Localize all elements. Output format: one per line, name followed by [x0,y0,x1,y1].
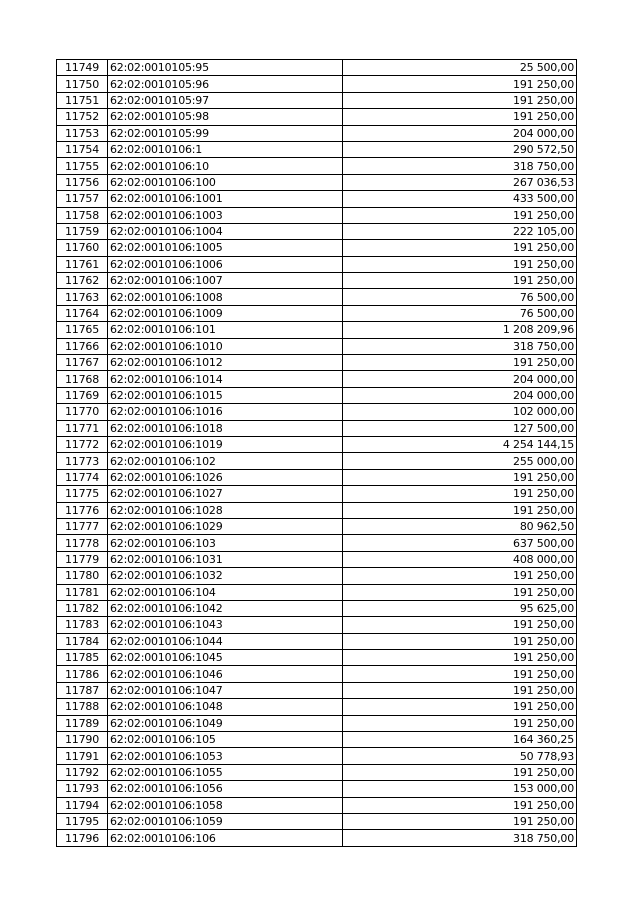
cadastral-number-cell: 62:02:0010106:105 [108,732,343,748]
value-cell: 191 250,00 [343,584,577,600]
value-cell: 25 500,00 [343,60,577,76]
table-row [57,486,577,502]
value-cell: 318 750,00 [343,338,577,354]
cadastral-number-cell: 62:02:0010106:1005 [108,240,343,256]
cadastral-number-cell: 62:02:0010106:1032 [108,568,343,584]
value-cell: 191 250,00 [343,764,577,780]
value-cell: 191 250,00 [343,715,577,731]
value-cell: 191 250,00 [343,502,577,518]
row-number-cell: 11758 [57,207,108,223]
row-number-cell: 11792 [57,764,108,780]
cadastral-number-cell: 62:02:0010106:1058 [108,797,343,813]
table-row [57,453,577,469]
value-cell: 191 250,00 [343,650,577,666]
cadastral-number-cell: 62:02:0010105:95 [108,60,343,76]
table-row [57,469,577,485]
cadastral-number-cell: 62:02:0010106:1008 [108,289,343,305]
value-cell: 433 500,00 [343,191,577,207]
table-row [57,699,577,715]
table-row [57,76,577,92]
row-number-cell: 11763 [57,289,108,305]
cadastral-number-cell: 62:02:0010106:104 [108,584,343,600]
row-number-cell: 11794 [57,797,108,813]
cadastral-number-cell: 62:02:0010106:1001 [108,191,343,207]
row-number-cell: 11791 [57,748,108,764]
row-number-cell: 11772 [57,436,108,452]
value-cell: 191 250,00 [343,76,577,92]
value-cell: 191 250,00 [343,240,577,256]
cadastral-number-cell: 62:02:0010106:1053 [108,748,343,764]
cadastral-number-cell: 62:02:0010106:1019 [108,436,343,452]
row-number-cell: 11757 [57,191,108,207]
cadastral-number-cell: 62:02:0010106:1045 [108,650,343,666]
row-number-cell: 11776 [57,502,108,518]
table-row [57,60,577,76]
cadastral-number-cell: 62:02:0010106:1044 [108,633,343,649]
cadastral-number-cell: 62:02:0010106:1059 [108,813,343,829]
cadastral-number-cell: 62:02:0010105:97 [108,92,343,108]
cadastral-number-cell: 62:02:0010106:1029 [108,518,343,534]
cadastral-number-cell: 62:02:0010106:1028 [108,502,343,518]
row-number-cell: 11751 [57,92,108,108]
cadastral-number-cell: 62:02:0010106:10 [108,158,343,174]
table-row [57,289,577,305]
cadastral-number-cell: 62:02:0010106:1015 [108,387,343,403]
row-number-cell: 11774 [57,469,108,485]
cadastral-number-cell: 62:02:0010106:1049 [108,715,343,731]
cadastral-value-table [56,59,577,847]
table-row [57,617,577,633]
cadastral-number-cell: 62:02:0010106:1026 [108,469,343,485]
cadastral-number-cell: 62:02:0010106:1055 [108,764,343,780]
row-number-cell: 11790 [57,732,108,748]
value-cell: 4 254 144,15 [343,436,577,452]
value-cell: 80 962,50 [343,518,577,534]
cadastral-number-cell: 62:02:0010106:1016 [108,404,343,420]
value-cell: 204 000,00 [343,125,577,141]
cadastral-number-cell: 62:02:0010106:1009 [108,305,343,321]
value-cell: 204 000,00 [343,387,577,403]
table-row [57,125,577,141]
table-row [57,551,577,567]
table-row [57,748,577,764]
table-row [57,568,577,584]
cadastral-number-cell: 62:02:0010106:106 [108,830,343,846]
value-cell: 191 250,00 [343,207,577,223]
cadastral-number-cell: 62:02:0010106:1027 [108,486,343,502]
value-cell: 76 500,00 [343,289,577,305]
table-body [57,60,577,847]
row-number-cell: 11769 [57,387,108,403]
cadastral-number-cell: 62:02:0010106:1004 [108,223,343,239]
row-number-cell: 11781 [57,584,108,600]
table-row [57,322,577,338]
value-cell: 290 572,50 [343,141,577,157]
value-cell: 191 250,00 [343,797,577,813]
table-row [57,338,577,354]
value-cell: 153 000,00 [343,781,577,797]
value-cell: 191 250,00 [343,273,577,289]
value-cell: 318 750,00 [343,158,577,174]
cadastral-number-cell: 62:02:0010105:99 [108,125,343,141]
cadastral-number-cell: 62:02:0010106:1042 [108,600,343,616]
table-row [57,158,577,174]
cadastral-number-cell: 62:02:0010106:1012 [108,355,343,371]
cadastral-number-cell: 62:02:0010106:1043 [108,617,343,633]
row-number-cell: 11795 [57,813,108,829]
table-row [57,273,577,289]
table-row [57,404,577,420]
row-number-cell: 11764 [57,305,108,321]
table-row [57,387,577,403]
table-row [57,797,577,813]
row-number-cell: 11796 [57,830,108,846]
table-row [57,584,577,600]
row-number-cell: 11793 [57,781,108,797]
value-cell: 191 250,00 [343,666,577,682]
row-number-cell: 11783 [57,617,108,633]
table-row [57,600,577,616]
table-row [57,92,577,108]
cadastral-number-cell: 62:02:0010106:1010 [108,338,343,354]
cadastral-number-cell: 62:02:0010106:100 [108,174,343,190]
row-number-cell: 11775 [57,486,108,502]
value-cell: 255 000,00 [343,453,577,469]
table-row [57,371,577,387]
cadastral-number-cell: 62:02:0010106:1014 [108,371,343,387]
row-number-cell: 11749 [57,60,108,76]
row-number-cell: 11784 [57,633,108,649]
row-number-cell: 11767 [57,355,108,371]
cadastral-number-cell: 62:02:0010106:1047 [108,682,343,698]
table-row [57,518,577,534]
value-cell: 191 250,00 [343,469,577,485]
row-number-cell: 11768 [57,371,108,387]
cadastral-number-cell: 62:02:0010106:102 [108,453,343,469]
row-number-cell: 11786 [57,666,108,682]
row-number-cell: 11785 [57,650,108,666]
row-number-cell: 11761 [57,256,108,272]
cadastral-number-cell: 62:02:0010106:1048 [108,699,343,715]
row-number-cell: 11756 [57,174,108,190]
row-number-cell: 11759 [57,223,108,239]
value-cell: 102 000,00 [343,404,577,420]
value-cell: 76 500,00 [343,305,577,321]
cadastral-number-cell: 62:02:0010106:1003 [108,207,343,223]
table-row [57,355,577,371]
row-number-cell: 11780 [57,568,108,584]
row-number-cell: 11755 [57,158,108,174]
cadastral-number-cell: 62:02:0010106:1031 [108,551,343,567]
cadastral-number-cell: 62:02:0010106:103 [108,535,343,551]
row-number-cell: 11789 [57,715,108,731]
row-number-cell: 11779 [57,551,108,567]
row-number-cell: 11770 [57,404,108,420]
table-row [57,240,577,256]
value-cell: 164 360,25 [343,732,577,748]
table-row [57,223,577,239]
row-number-cell: 11771 [57,420,108,436]
value-cell: 191 250,00 [343,633,577,649]
value-cell: 191 250,00 [343,256,577,272]
table-row [57,732,577,748]
cadastral-number-cell: 62:02:0010106:1056 [108,781,343,797]
table-row [57,813,577,829]
table-row [57,682,577,698]
table-row [57,436,577,452]
table-row [57,650,577,666]
table-row [57,109,577,125]
value-cell: 50 778,93 [343,748,577,764]
table-row [57,305,577,321]
value-cell: 191 250,00 [343,682,577,698]
value-cell: 191 250,00 [343,109,577,125]
cadastral-number-cell: 62:02:0010106:101 [108,322,343,338]
row-number-cell: 11782 [57,600,108,616]
row-number-cell: 11760 [57,240,108,256]
row-number-cell: 11788 [57,699,108,715]
value-cell: 127 500,00 [343,420,577,436]
value-cell: 191 250,00 [343,699,577,715]
row-number-cell: 11778 [57,535,108,551]
cadastral-number-cell: 62:02:0010106:1007 [108,273,343,289]
table-row [57,256,577,272]
table-row [57,502,577,518]
row-number-cell: 11750 [57,76,108,92]
table-row [57,633,577,649]
table-row [57,535,577,551]
value-cell: 408 000,00 [343,551,577,567]
value-cell: 191 250,00 [343,92,577,108]
table-row [57,830,577,846]
row-number-cell: 11787 [57,682,108,698]
table-row [57,174,577,190]
value-cell: 191 250,00 [343,813,577,829]
cadastral-number-cell: 62:02:0010106:1006 [108,256,343,272]
table-row [57,191,577,207]
cadastral-number-cell: 62:02:0010106:1 [108,141,343,157]
row-number-cell: 11773 [57,453,108,469]
table-row [57,715,577,731]
table-row [57,207,577,223]
value-cell: 267 036,53 [343,174,577,190]
cadastral-number-cell: 62:02:0010106:1046 [108,666,343,682]
value-cell: 222 105,00 [343,223,577,239]
table-row [57,764,577,780]
value-cell: 191 250,00 [343,568,577,584]
table-row [57,781,577,797]
value-cell: 637 500,00 [343,535,577,551]
row-number-cell: 11762 [57,273,108,289]
value-cell: 191 250,00 [343,486,577,502]
row-number-cell: 11777 [57,518,108,534]
value-cell: 191 250,00 [343,355,577,371]
row-number-cell: 11754 [57,141,108,157]
value-cell: 204 000,00 [343,371,577,387]
row-number-cell: 11765 [57,322,108,338]
cadastral-number-cell: 62:02:0010105:98 [108,109,343,125]
value-cell: 318 750,00 [343,830,577,846]
table-row [57,141,577,157]
value-cell: 1 208 209,96 [343,322,577,338]
cadastral-number-cell: 62:02:0010105:96 [108,76,343,92]
value-cell: 191 250,00 [343,617,577,633]
row-number-cell: 11766 [57,338,108,354]
table-row [57,420,577,436]
cadastral-number-cell: 62:02:0010106:1018 [108,420,343,436]
row-number-cell: 11752 [57,109,108,125]
value-cell: 95 625,00 [343,600,577,616]
row-number-cell: 11753 [57,125,108,141]
table-row [57,666,577,682]
